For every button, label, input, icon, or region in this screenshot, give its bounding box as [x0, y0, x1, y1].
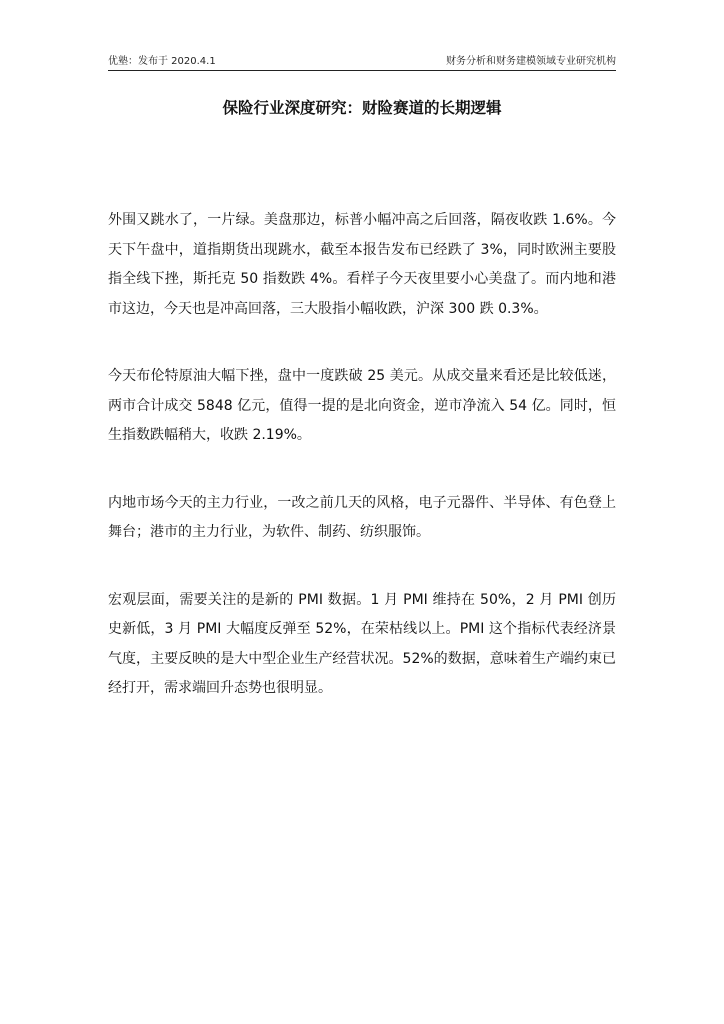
- paragraph-2: 今天布伦特原油大幅下挫，盘中一度跌破 25 美元。从成交量来看还是比较低迷，两市合计成交 5848 亿元，值得一提的是北向资金，逆市净流入 54 亿。同时，恒生指数跌幅稍大，收跌 2.19%。: [108, 368, 616, 443]
- document-title: 保险行业深度研究：财险赛道的长期逻辑: [222, 99, 502, 117]
- paragraph-1: 外围又跳水了，一片绿。美盘那边，标普小幅冲高之后回落，隔夜收跌 1.6%。今天下午盘中，道指期货出现跳水，截至本报告发布已经跌了 3%，同时欧洲主要股指全线下挫，斯托克 50 指数跌 4%。看样子今天夜里要小心美盘了。而内地和港市这边，今天也是冲高回落，三大股指小幅收跌，沪深 300 跌 0.3%。: [108, 212, 616, 317]
- document-body: [108, 206, 616, 742]
- paragraph-4: 宏观层面，需要关注的是新的 PMI 数据。1 月 PMI 维持在 50%，2 月 PMI 创历史新低，3 月 PMI 大幅度反弹至 52%，在荣枯线以上。PMI 这个指标代表经济景气度，主要反映的是大中型企业生产经营状况。52%的数据，意味着生产端约束已经打开，需求端回升态势也很明显。: [108, 591, 616, 696]
- page-header: [108, 50, 616, 71]
- header-publish-info: 优塾：发布于 2020.4.1: [108, 56, 216, 67]
- paragraph-3: 内地市场今天的主力行业，一改之前几天的风格，电子元器件、半导体、有色登上舞台；港市的主力行业，为软件、制药、纺织服饰。: [108, 494, 616, 540]
- header-organization: 财务分析和财务建模领域专业研究机构: [446, 56, 616, 67]
